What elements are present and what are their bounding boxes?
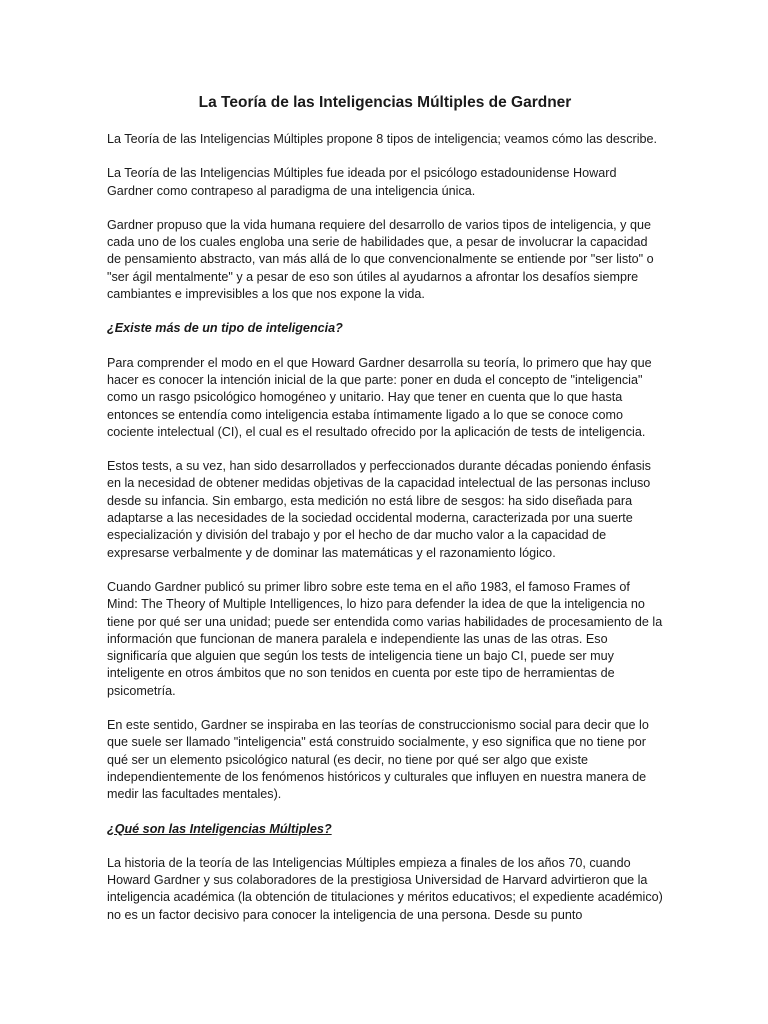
section-heading-1: ¿Existe más de un tipo de inteligencia? xyxy=(107,321,343,336)
section-heading-2 xyxy=(107,821,663,838)
paragraph-1: La Teoría de las Inteligencias Múltiples fue ideada por el psicólogo estadounidense Howard Gardner como contrapeso al paradigma de una inteligencia única. xyxy=(107,166,617,198)
intro-paragraph: La Teoría de las Inteligencias Múltiples propone 8 tipos de inteligencia; veamos cómo las describe. xyxy=(107,132,658,146)
paragraph-3: Para comprender el modo en el que Howard Gardner desarrolla su teoría, lo primero que hay que hacer es conocer la intención inicial de la que parte: poner en duda el concepto de "inteligencia" como un rasgo psicológico homogéneo y unitario. Hay que tener en cuenta que lo que hasta entonces se entendía como inteligencia estaba íntimamente ligado a lo que se conoce como cociente intelectual (CI), el cual es el resultado ofrecido por la aplicación de tests de inteligencia. xyxy=(107,355,652,439)
section-heading-2-text: ¿Qué son las Inteligencias Múltiples? xyxy=(107,821,332,836)
paragraph-2: Gardner propuso que la vida humana requiere del desarrollo de varios tipos de inteligencia, y que cada uno de los cuales engloba una serie de habilidades que, a pesar de involucrar la capacidad de pensamiento abstracto, van más allá de lo que convencionalmente se entiende por "ser listo" o "ser ágil mentalmente" y a pesar de eso son útiles al ayudarnos a afrontar los desafíos siempre cambiantes e imprevisibles a los que nos expone la vida. xyxy=(107,217,654,302)
paragraph-7: La historia de la teoría de las Inteligencias Múltiples empieza a finales de los años 70, cuando Howard Gardner y sus colaboradores de la prestigiosa Universidad de Harvard advirtieron que la inteligencia académica (la obtención de titulaciones y méritos educativos; el expediente académico) no es un factor decisivo para conocer la inteligencia de una persona. Desde su punto xyxy=(107,855,663,922)
paragraph-4: Estos tests, a su vez, han sido desarrollados y perfeccionados durante décadas poniendo énfasis en la necesidad de obtener medidas objetivas de la capacidad intelectual de las personas incluso desde su infancia. Sin embargo, esta medición no está libre de sesgos: ha sido diseñada para adaptarse a las necesidades de la sociedad occidental moderna, caracterizada por una suerte especialización y división del trabajo y por el hecho de dar mucho valor a la capacidad de expresarse verbalmente y de dominar las matemáticas y el razonamiento lógico. xyxy=(107,459,651,560)
paragraph-6: En este sentido, Gardner se inspiraba en las teorías de construccionismo social para decir que lo que suele ser llamado "inteligencia" está construido socialmente, y eso significa que no tiene por qué ser un elemento psicológico natural (es decir, no tiene por qué ser algo que existe independientemente de los fenómenos históricos y culturales que influyen en nuestra manera de medir las facultades mentales). xyxy=(107,718,649,802)
paragraph-5: Cuando Gardner publicó su primer libro sobre este tema en el año 1983, el famoso Frames of Mind: The Theory of Multiple Intelligences, lo hizo para defender la idea de que la inteligencia no tiene por qué ser una unidad; puede ser entendida como varias habilidades de procesamiento de la información que funcionan de manera paralela e independiente las unas de las otras. Eso significaría que alguien que según los tests de inteligencia tiene un bajo CI, puede ser muy inteligente en otros ámbitos que no son tenidos en cuenta por este tipo de herramientas de psicometría. xyxy=(107,579,663,698)
document-title: La Teoría de las Inteligencias Múltiples de Gardner xyxy=(198,94,572,111)
document-page xyxy=(107,92,663,941)
